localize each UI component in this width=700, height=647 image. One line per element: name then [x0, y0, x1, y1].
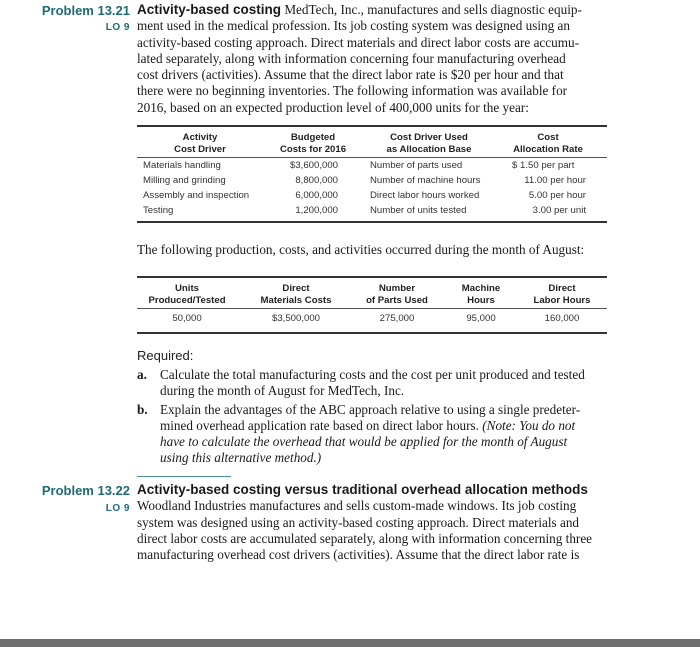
required-item-b: [137, 402, 607, 466]
problem-text: [137, 482, 607, 563]
table-cell: Number of parts used: [370, 160, 463, 171]
bottom-bar: [0, 639, 700, 647]
table-cell: 5.00 per hour: [528, 190, 586, 201]
text-line: cost drivers (activities). Assume that the direct labor rate is $20 per hour and that: [137, 67, 564, 83]
text-line: during the month of August for MedTech, Inc.: [160, 383, 405, 398]
table-cell: 160,000: [544, 313, 580, 324]
problem-title: Activity-based costing versus traditional overhead allocation methods: [137, 482, 588, 497]
learning-objective: LO 9: [105, 503, 130, 514]
table-cell: Assembly and inspection: [143, 190, 250, 201]
section-divider: [137, 476, 231, 477]
note-text: have to calculate the overhead that would be applied for the month of August: [160, 434, 568, 449]
table-cell: 11.00 per hour: [524, 175, 586, 186]
note-text: using this alternative method.): [160, 450, 322, 465]
text-line: Woodland Industries manufactures and sells custom-made windows. Its job costing: [137, 498, 577, 514]
text-line: ment used in the medical profession. Its job costing system was designed using an: [137, 18, 570, 34]
item-marker: b.: [137, 402, 148, 417]
table-header: Direct Materials Costs: [260, 283, 332, 306]
table-cell: 275,000: [379, 313, 415, 324]
table-cell: 3.00 per unit: [532, 205, 586, 216]
text-line: MedTech, Inc., manufactures and sells diagnostic equip-: [284, 2, 582, 17]
table-cell: $3,600,000: [289, 160, 338, 171]
table-cell: $ 1.50 per part: [512, 160, 575, 171]
text-line: manufacturing overhead cost drivers (activities). Assume that the direct labor rate is: [137, 547, 580, 563]
table-header: Activity Cost Driver: [174, 132, 226, 155]
text-line: mined overhead application rate based on direct labor hours.: [160, 418, 479, 433]
intro-text: The following production, costs, and activities occurred during the month of August:: [137, 242, 585, 257]
table-cell: Direct labor hours worked: [370, 190, 480, 201]
table-cell: Milling and grinding: [143, 175, 226, 186]
text-line: 2016, based on an expected production level of 400,000 units for the year:: [137, 99, 529, 115]
table-rule-top: [137, 125, 607, 127]
table-cell: Testing: [143, 205, 174, 216]
table-header: Units Produced/Tested: [148, 283, 226, 306]
table-header: Budgeted Costs for 2016: [279, 132, 347, 155]
text-line: Calculate the total manufacturing costs and the cost per unit produced and tested: [160, 367, 585, 382]
table-cell: 8,800,000: [295, 175, 338, 186]
table-cell: Number of machine hours: [370, 175, 481, 186]
table-rule-header: [137, 308, 607, 309]
table-cell: Number of units tested: [370, 205, 467, 216]
problem-number: Problem 13.22: [41, 483, 130, 498]
problem-number: Problem 13.21: [41, 3, 130, 18]
table-header: Cost Driver Used as Allocation Base: [386, 132, 472, 155]
table-cell: Materials handling: [143, 160, 221, 171]
learning-objective: LO 9: [105, 22, 130, 33]
problem-text: [137, 2, 607, 116]
text-line: activity-based costing approach. Direct materials and direct labor costs are accumu-: [137, 34, 579, 50]
required-heading: Required:: [137, 348, 194, 363]
problem-title: Activity-based costing: [137, 2, 282, 17]
text-line: system was designed using an activity-based costing approach. Direct materials and: [137, 514, 580, 530]
problem-first-line: [137, 2, 607, 18]
text-line: direct labor costs are accumulated separately, along with information concerning three: [137, 530, 593, 546]
table-cell: 95,000: [466, 313, 496, 324]
table-cell: 1,200,000: [295, 205, 338, 216]
text-line: Explain the advantages of the ABC approach relative to using a single predeter-: [160, 402, 581, 417]
table-cell: 6,000,000: [295, 190, 338, 201]
text-line: lated separately, along with information concerning four manufacturing overhead: [137, 50, 566, 66]
table-header: Number of Parts Used: [366, 283, 428, 306]
table-header: Cost Allocation Rate: [513, 132, 583, 155]
table-rule-bottom: [137, 332, 607, 334]
item-marker: a.: [137, 367, 147, 382]
table-cell: $3,500,000: [271, 313, 320, 324]
table-rule-header: [137, 157, 607, 158]
table-header: Direct Labor Hours: [533, 283, 591, 306]
required-item-a: [137, 367, 607, 399]
table-cell: 50,000: [172, 313, 202, 324]
table-rule-top: [137, 276, 607, 278]
table-rule-bottom: [137, 221, 607, 223]
text-line: there were no beginning inventories. The following information was available for: [137, 83, 568, 99]
note-text: (Note: You do not: [482, 418, 576, 433]
table-header: Machine Hours: [461, 283, 501, 306]
